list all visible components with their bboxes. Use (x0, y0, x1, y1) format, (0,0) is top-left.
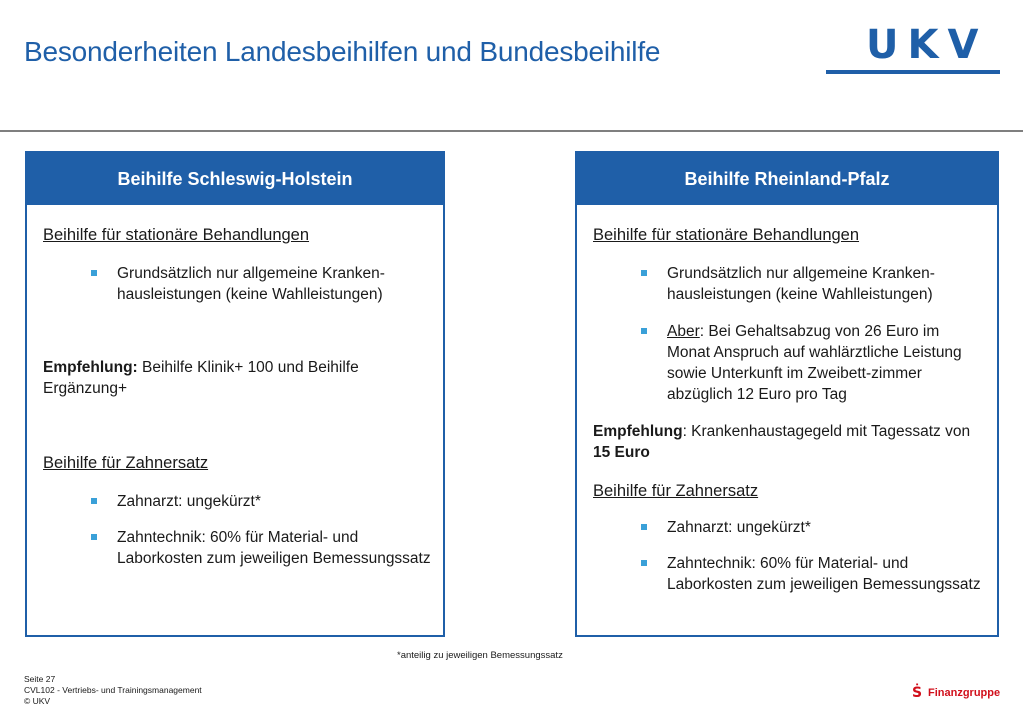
bullet-icon (641, 524, 647, 530)
copyright: © UKV (24, 696, 51, 706)
bullet-text: Zahntechnik: 60% für Material- und Laborkosten zum jeweiligen Bemessungssatz (117, 529, 431, 567)
bullet-text: Zahntechnik: 60% für Material- und Laborkosten zum jeweiligen Bemessungssatz (667, 555, 981, 593)
recommendation-text: : Krankenhaustagegeld mit Tagessatz von (682, 423, 971, 440)
section-title: Beihilfe für stationäre Behandlungen (593, 226, 860, 244)
bullet-icon (91, 534, 97, 540)
card-schleswig-holstein (25, 151, 445, 637)
course-name: CVL102 - Vertriebs- und Trainingsmanagement (24, 685, 202, 695)
bullet-icon (641, 560, 647, 566)
bullet-text: Zahnarzt: ungekürzt* (667, 519, 811, 536)
bullet-icon (641, 328, 647, 334)
recommendation-text: Beihilfe Klinik+ 100 und Beihilfe Ergänzung+ (43, 359, 359, 397)
logo-text: UKV (866, 22, 988, 68)
card-rheinland-pfalz (575, 151, 999, 637)
brand-text: Finanzgruppe (928, 687, 1001, 699)
footer (24, 674, 202, 707)
page-title: Besonderheiten Landesbeihilfen und Bundesbeihilfe (24, 36, 661, 67)
recommendation (43, 357, 431, 399)
bullet-item (593, 263, 985, 305)
recommendation (593, 421, 985, 463)
bullet-icon (641, 270, 647, 276)
bullet-text: Grundsätzlich nur allgemeine Kranken-hausleistungen (keine Wahlleistungen) (117, 265, 385, 303)
section-title: Beihilfe für Zahnersatz (43, 454, 209, 472)
footnote: *anteilig zu jeweiligen Bemessungssatz (397, 650, 563, 661)
logo-underline (826, 70, 1000, 74)
bullet-item (593, 517, 985, 538)
bullet-item (593, 553, 985, 595)
bullet-text: Zahnarzt: ungekürzt* (117, 493, 261, 510)
bullet-item (43, 263, 431, 305)
bullet-icon (91, 498, 97, 504)
recommendation-amount: 15 Euro (593, 444, 650, 461)
section-title: Beihilfe für Zahnersatz (593, 482, 759, 500)
card-title: Beihilfe Schleswig-Holstein (27, 153, 443, 205)
bullet-label: Aber (667, 323, 700, 340)
card-title: Beihilfe Rheinland-Pfalz (577, 153, 997, 205)
ukv-logo (826, 22, 1000, 76)
bullet-item (43, 527, 431, 569)
sparkasse-icon: Ṡ (912, 685, 923, 701)
bullet-text: Grundsätzlich nur allgemeine Kranken-hausleistungen (keine Wahlleistungen) (667, 265, 935, 303)
header-divider (0, 130, 1023, 132)
bullet-text: : Bei Gehaltsabzug von 26 Euro im Monat Anspruch auf wahlärztliche Leistung sowie Unterkunft im Zweibett-zimmer abzüglich 12 Euro pro Tag (667, 323, 962, 403)
page-number: Seite 27 (24, 674, 56, 684)
bullet-item (43, 491, 431, 512)
bullet-icon (91, 270, 97, 276)
recommendation-label: Empfehlung: (43, 359, 138, 376)
bullet-item (593, 321, 985, 405)
finanzgruppe-logo (912, 686, 1000, 700)
recommendation-label: Empfehlung (593, 423, 683, 440)
section-title: Beihilfe für stationäre Behandlungen (43, 226, 310, 244)
